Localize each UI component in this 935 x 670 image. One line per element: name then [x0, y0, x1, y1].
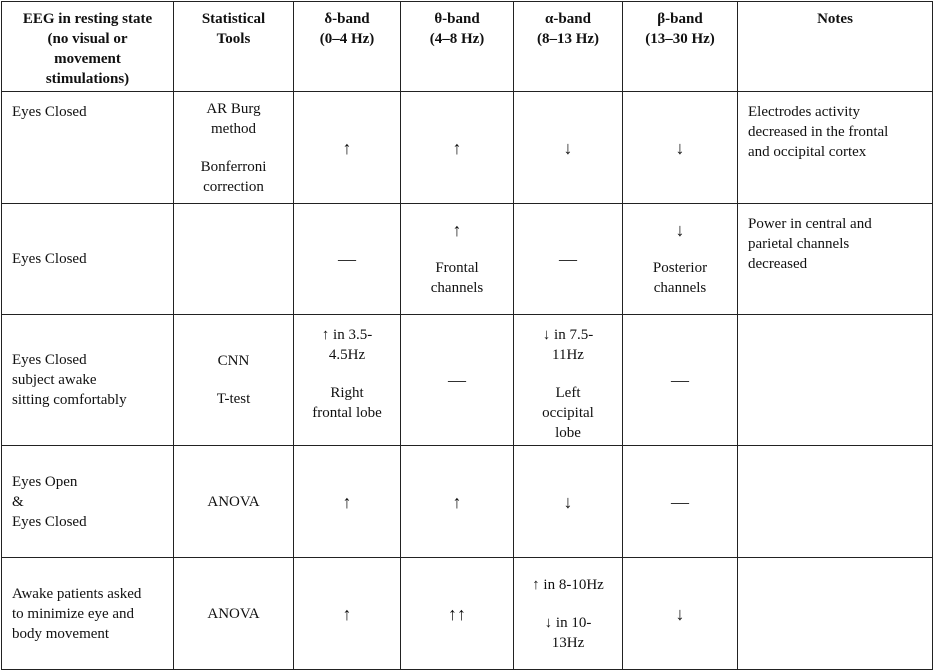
cell-alpha: ↓	[514, 92, 623, 204]
cell-beta: —	[623, 315, 738, 446]
cell-alpha: —	[514, 204, 623, 315]
eeg-resting-state-table	[1, 1, 933, 670]
cell-state: Eyes Closed	[2, 204, 174, 315]
header-notes: Notes	[738, 2, 933, 92]
cell-notes	[738, 446, 933, 558]
cell-beta: ↓	[623, 92, 738, 204]
cell-delta: ↑	[294, 558, 401, 670]
cell-state: Eyes Closed	[2, 92, 174, 204]
table-row	[2, 92, 933, 204]
cell-notes: Power in central and parietal channels decreased	[738, 204, 933, 315]
header-theta-band: θ-band (4–8 Hz)	[401, 2, 514, 92]
cell-delta: —	[294, 204, 401, 315]
cell-delta: ↑	[294, 446, 401, 558]
cell-beta: ↓ Posterior channels	[623, 204, 738, 315]
cell-state: Eyes Closed subject awake sitting comfortably	[2, 315, 174, 446]
cell-theta: ↑	[401, 92, 514, 204]
cell-tools: CNN T-test	[174, 315, 294, 446]
header-row	[2, 2, 933, 92]
table-row	[2, 558, 933, 670]
cell-notes	[738, 315, 933, 446]
table-row	[2, 204, 933, 315]
cell-tools	[174, 204, 294, 315]
cell-beta: ↓	[623, 558, 738, 670]
cell-delta: ↑ in 3.5- 4.5Hz Right frontal lobe	[294, 315, 401, 446]
cell-delta: ↑	[294, 92, 401, 204]
cell-theta: ↑↑	[401, 558, 514, 670]
header-eeg-state: EEG in resting state (no visual or movement stimulations)	[2, 2, 174, 92]
cell-alpha: ↑ in 8-10Hz ↓ in 10- 13Hz	[514, 558, 623, 670]
cell-notes: Electrodes activity decreased in the frontal and occipital cortex	[738, 92, 933, 204]
cell-tools: ANOVA	[174, 558, 294, 670]
table-row	[2, 446, 933, 558]
cell-tools: ANOVA	[174, 446, 294, 558]
header-beta-band: β-band (13–30 Hz)	[623, 2, 738, 92]
header-delta-band: δ-band (0–4 Hz)	[294, 2, 401, 92]
cell-beta: —	[623, 446, 738, 558]
header-statistical-tools: Statistical Tools	[174, 2, 294, 92]
cell-state: Awake patients asked to minimize eye and body movement	[2, 558, 174, 670]
table-row	[2, 315, 933, 446]
cell-theta: ↑	[401, 446, 514, 558]
cell-state: Eyes Open & Eyes Closed	[2, 446, 174, 558]
header-alpha-band: α-band (8–13 Hz)	[514, 2, 623, 92]
cell-theta: —	[401, 315, 514, 446]
cell-theta: ↑ Frontal channels	[401, 204, 514, 315]
cell-notes	[738, 558, 933, 670]
cell-alpha: ↓	[514, 446, 623, 558]
cell-tools: AR Burg method Bonferroni correction	[174, 92, 294, 204]
cell-alpha: ↓ in 7.5- 11Hz Left occipital lobe	[514, 315, 623, 446]
